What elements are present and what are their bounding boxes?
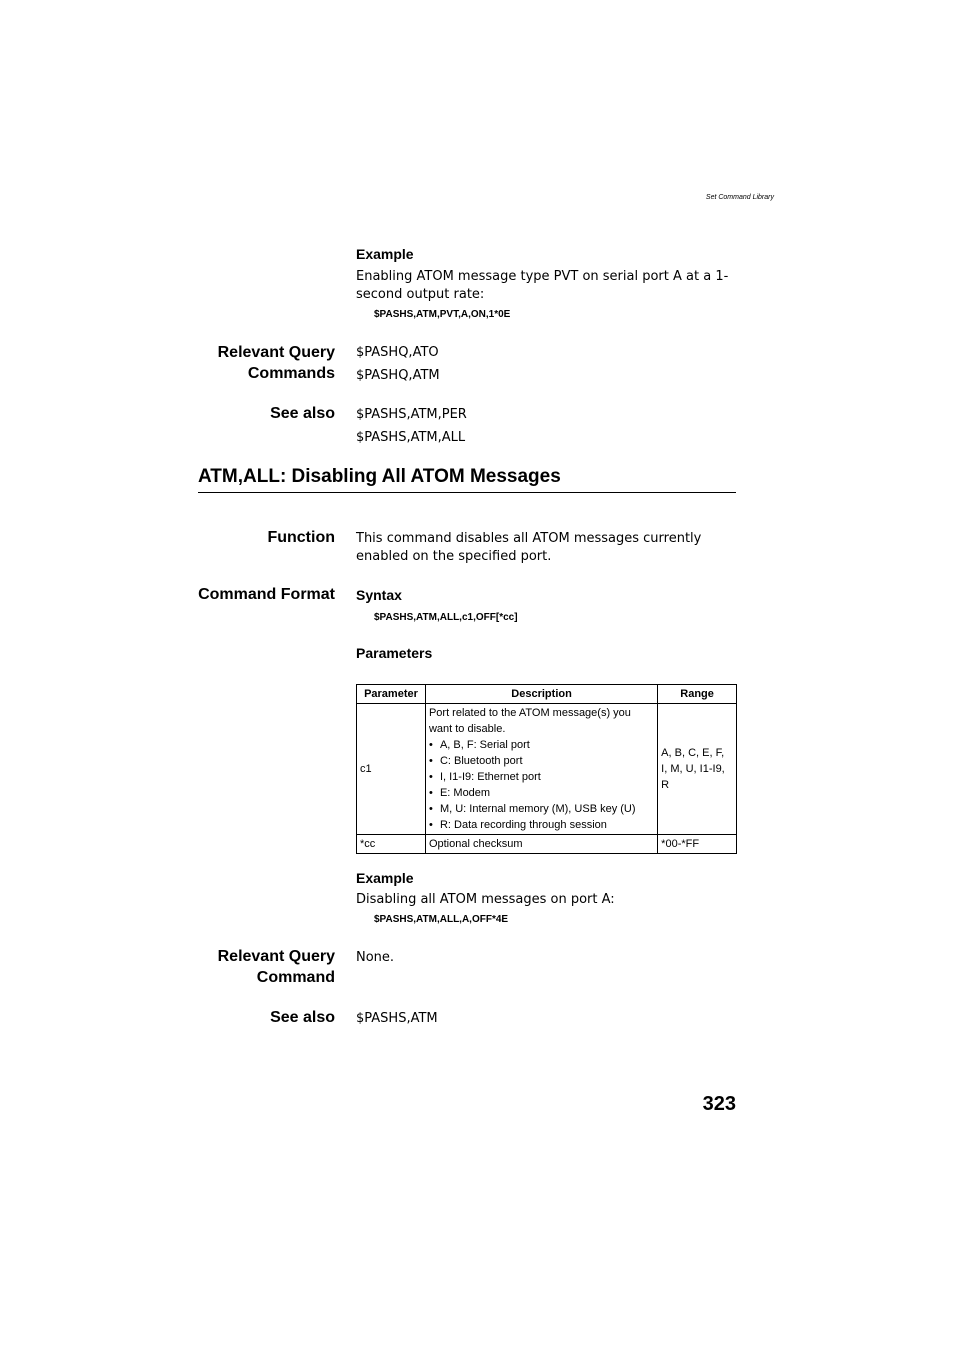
column-header: Parameter [357, 685, 426, 704]
description-intro: Port related to the ATOM message(s) you want to disable. [428, 707, 631, 735]
list-item: • I, I1-I9: Ethernet port [429, 769, 654, 785]
see-also-item: $PASHS,ATM,ALL [356, 430, 466, 445]
relevant-query-text: None. [356, 950, 395, 965]
see-also-text: $PASHS,ATM [356, 1011, 438, 1026]
example-code: $PASHS,ATM,PVT,A,ON,1*0E [374, 309, 511, 320]
table-row [357, 704, 737, 835]
see-also-item: $PASHS,ATM,PER [356, 407, 467, 422]
list-item: • C: Bluetooth port [429, 753, 654, 769]
command-format-label: Command Format [198, 586, 335, 603]
see-also-list [356, 403, 467, 449]
see-also-label-2: See also [270, 1009, 335, 1026]
relevant-query-list [356, 341, 440, 387]
parameters-heading: Parameters [356, 645, 433, 661]
example-heading: Example [356, 246, 414, 262]
parameter-cell: c1 [357, 704, 426, 835]
example-code-2: $PASHS,ATM,ALL,A,OFF*4E [374, 914, 509, 925]
running-header: Set Command Library [705, 194, 774, 201]
syntax-code: $PASHS,ATM,ALL,c1,OFF[*cc] [374, 612, 518, 623]
range-cell: A, B, C, E, F, I, M, U, I1-I9, R [658, 704, 737, 835]
relevant-query-label-2: Relevant Query Command [217, 948, 335, 986]
list-item: • R: Data recording through session [429, 817, 654, 833]
table-row [357, 835, 737, 854]
relevant-query-item: $PASHQ,ATO [356, 345, 439, 360]
relevant-query-label: Relevant Query Commands [217, 344, 335, 382]
parameter-cell: *cc [357, 835, 426, 854]
list-item: • M, U: Internal memory (M), USB key (U) [429, 801, 654, 817]
page-number: 323 [702, 1093, 736, 1115]
see-also-label: See also [270, 405, 335, 422]
example-text: Enabling ATOM message type PVT on serial port A at a 1-second output rate: [356, 269, 729, 302]
description-cell [425, 704, 657, 835]
list-item: • E: Modem [429, 785, 654, 801]
function-label: Function [267, 529, 335, 546]
table-header-row [357, 685, 737, 704]
example-text-2: Disabling all ATOM messages on port A: [356, 892, 615, 907]
parameters-table [356, 684, 737, 854]
function-text: This command disables all ATOM messages currently enabled on the specified port. [356, 531, 702, 564]
column-header: Range [658, 685, 737, 704]
relevant-query-item: $PASHQ,ATM [356, 368, 440, 383]
syntax-heading: Syntax [356, 587, 402, 603]
range-cell: *00-*FF [658, 835, 737, 854]
bullet-list [429, 737, 654, 833]
example-heading-2: Example [356, 870, 414, 886]
column-header: Description [425, 685, 657, 704]
list-item: • A, B, F: Serial port [429, 737, 654, 753]
description-cell: Optional checksum [425, 835, 657, 854]
section-title: ATM,ALL: Disabling All ATOM Messages [198, 466, 736, 493]
